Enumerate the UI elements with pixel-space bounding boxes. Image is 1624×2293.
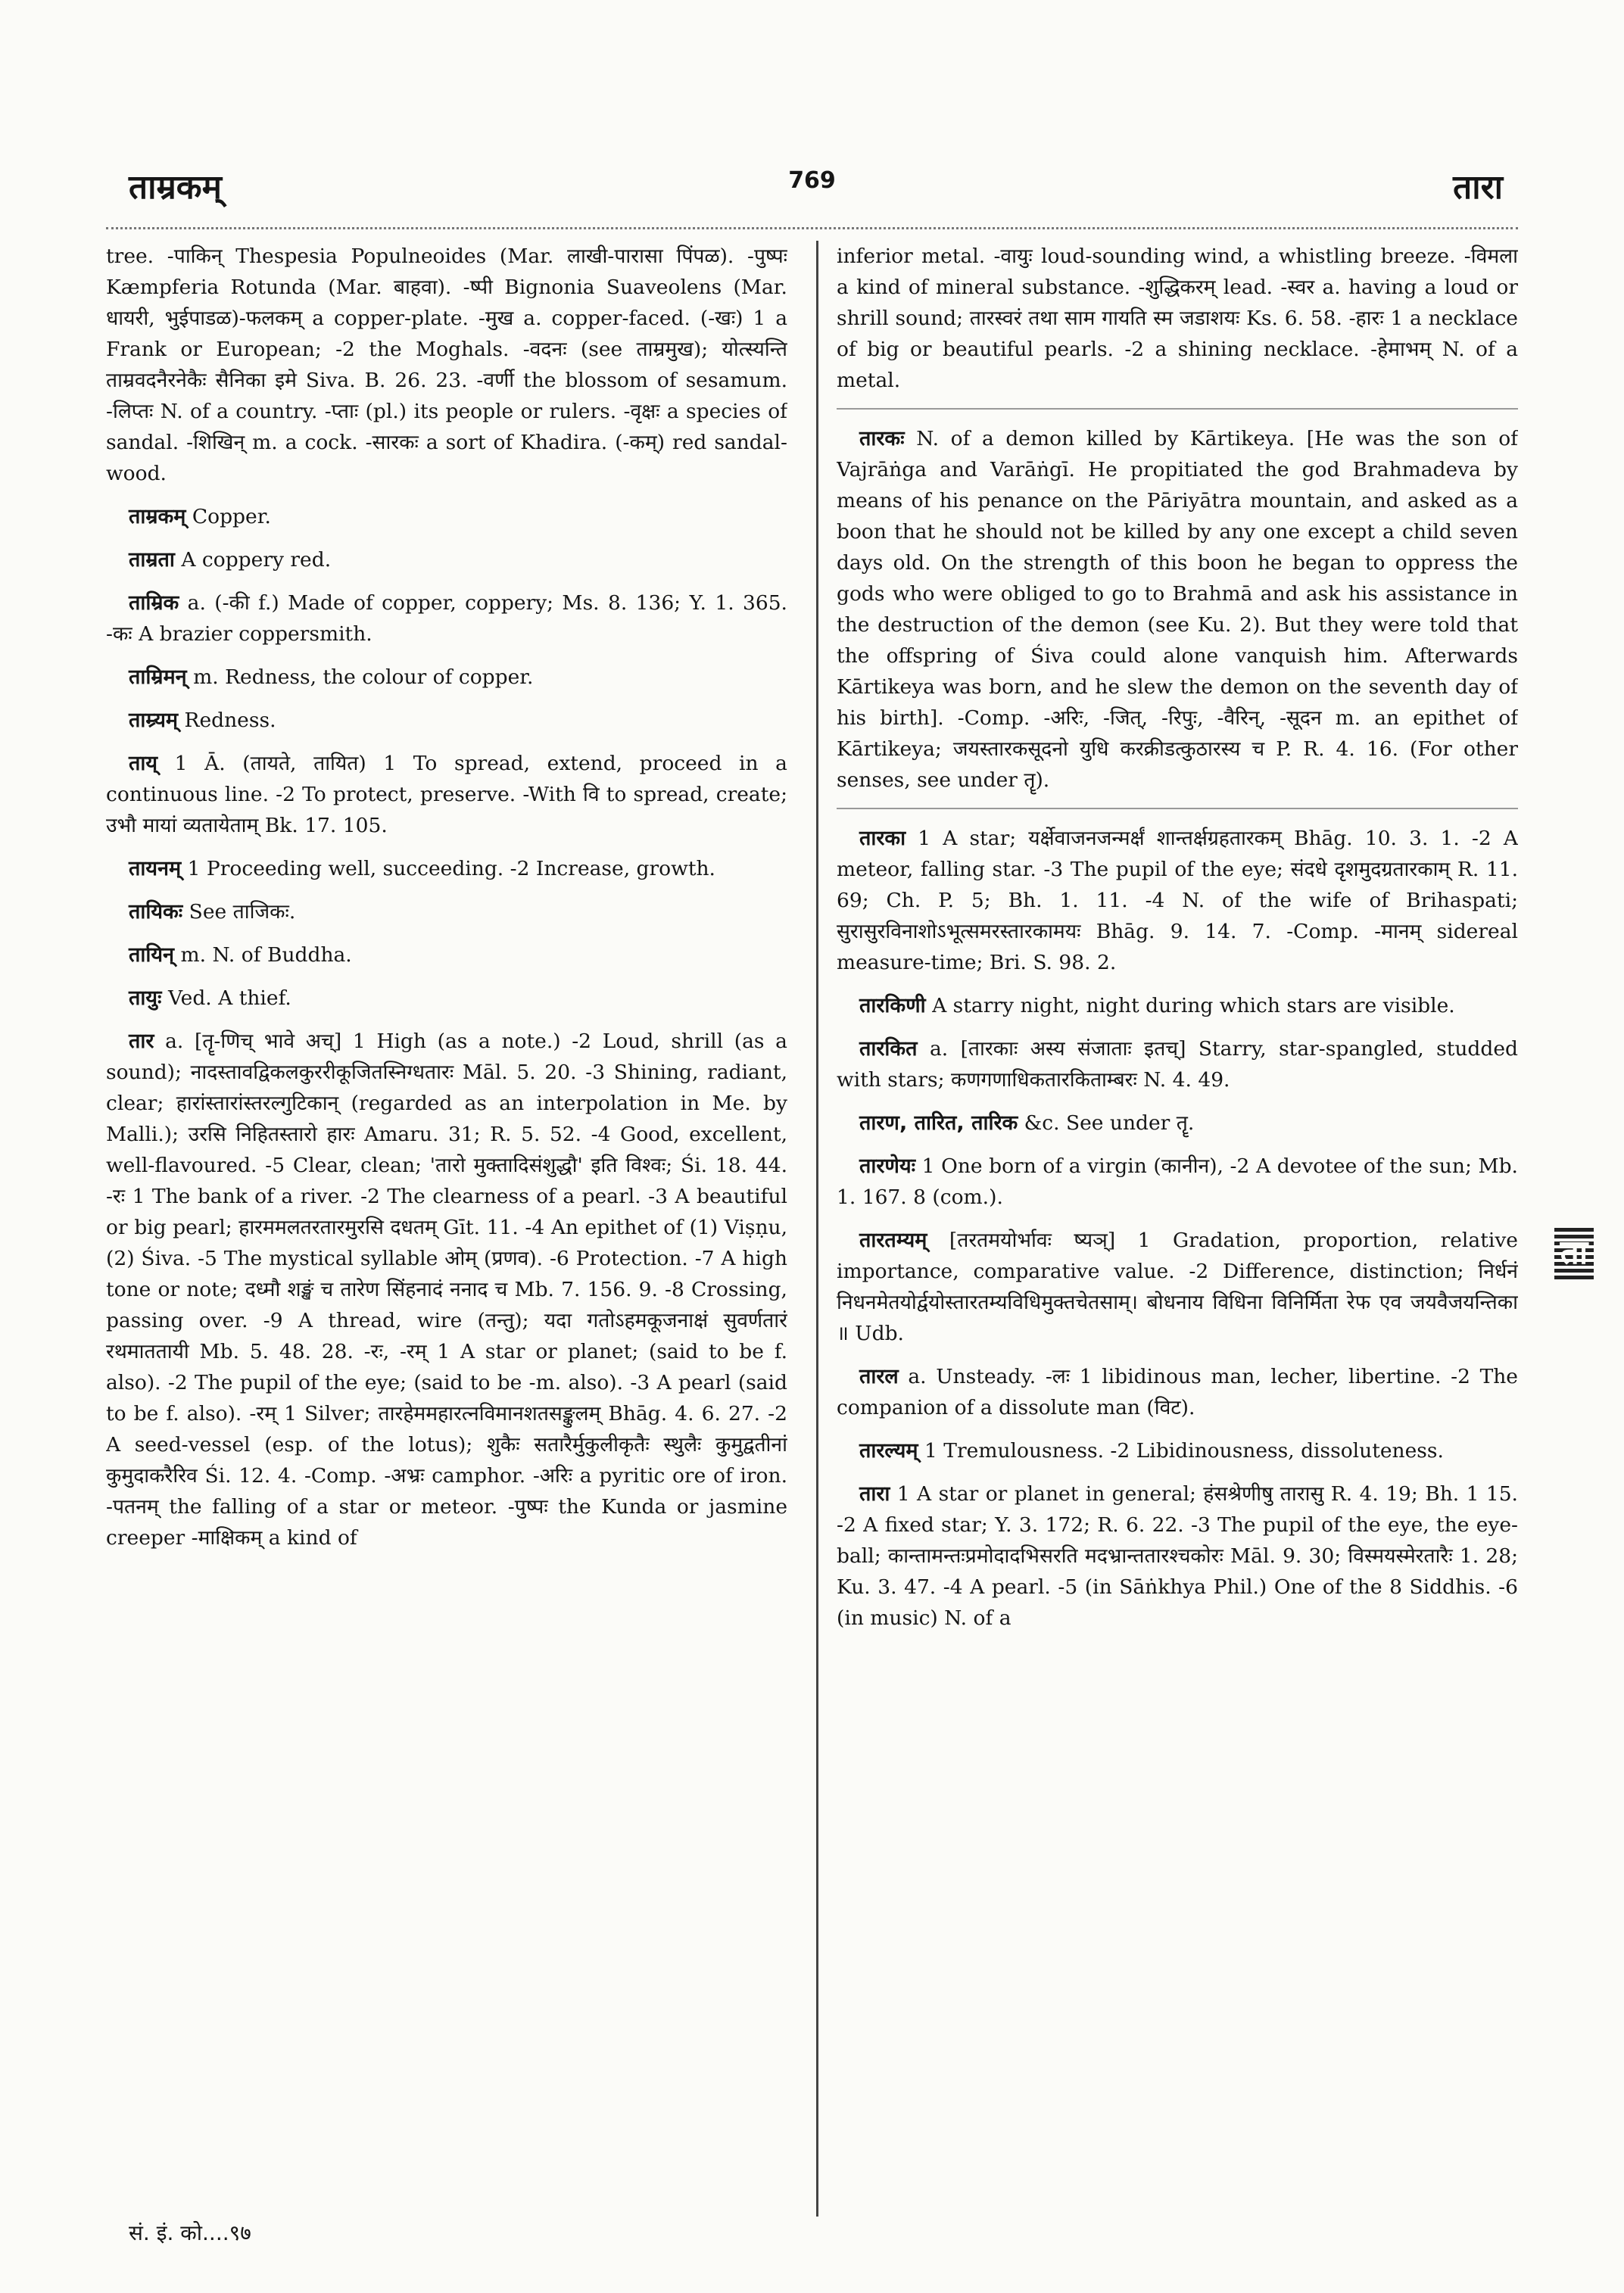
entry-headword: ताय् — [129, 752, 158, 775]
entry-text: 1 One born of a virgin (कानीन), -2 A devotee of the sun; Mb. 1. 167. 8 (com.). — [837, 1154, 1518, 1209]
left-running-headword: ताम्रकम् — [129, 168, 222, 207]
entry-text: 1 Ā. (तायते, तायित) 1 To spread, extend, proceed in a continuous line. -2 To protect, preserve. -With वि to spread, create; उभौ मायां व्यतायेताम् Bk. 17. 105. — [106, 752, 787, 837]
entry-headword: तायिन् — [129, 943, 175, 967]
entry-headword: तायुः — [129, 986, 162, 1010]
entry-text: 1 Tremulousness. -2 Libidinousness, dissoluteness. — [924, 1439, 1444, 1463]
header-rule — [106, 227, 1518, 229]
entry-headword: तारल — [859, 1365, 899, 1388]
entry-headword: तारका — [859, 827, 906, 850]
dictionary-entry — [837, 1225, 1518, 1349]
right-column — [837, 241, 1518, 2254]
dictionary-entry — [106, 939, 787, 970]
dictionary-entry — [837, 1435, 1518, 1466]
entry-headword: ताम्र्यम् — [129, 709, 179, 732]
dictionary-entry: inferior metal. -वायुः loud-sounding wind, a whistling breeze. -विमला a kind of mineral substance. -शुद्धिकरम् lead. -स्वर a. having a loud or shrill sound; तारस्वरं तथा साम गायति स्म जडाशयः Ks. 6. 58. -हारः 1 a necklace of big or beautiful pearls. -2 a shining necklace. -हेमाभम् N. of a metal. — [837, 245, 1518, 392]
entry-headword: तारणेयः — [859, 1154, 916, 1178]
entry-text: Ved. A thief. — [167, 986, 291, 1010]
page-header — [106, 163, 1518, 216]
entry-headword: तारकिणी — [859, 994, 926, 1017]
entry-text: 1 A star; यर्क्षेवाजनजन्मर्क्षं शान्तर्क्षग्रहतारकम् Bhāg. 10. 3. 1. -2 A meteor, falling star. -3 The pupil of the eye; संदधे दृशमुदग्रतारकाम् R. 11. 69; Ch. P. 5; Bh. 1. 11. -4 N. of the wife of Brihaspati; सुरासुरविनाशोऽभूत्समरस्तारकामयः Bhāg. 9. 14. 7. -Comp. -मानम् sidereal measure-time; Bri. S. 98. 2. — [837, 827, 1518, 974]
entry-text: N. of a demon killed by Kārtikeya. [He was the son of Vajrāṅga and Varāṅgī. He propitiated the god Brahmadeva by means of his penance on the Pāriyātra mountain, and asked as a boon that he should not be killed by any one except a child seven days old. On the strength of this boon he began to oppress the gods who were obliged to go to Brahmā and ask his assistance in the destruction of the demon (see Ku. 2). But they were told that the offspring of Śiva could alone vanquish him. Afterwards Kārtikeya was born, and he slew the demon on the seventh day of his birth]. -Comp. -अरिः, -जित्, -रिपुः, -वैरिन्, -सूदन m. an epithet of Kārtikeya; जयस्तारकसूदनो युधि करक्रीडत्कुठारस्य च P. R. 4. 16. (For other senses, see under तॄ). — [837, 427, 1518, 792]
entry-headword: तायनम् — [129, 857, 182, 880]
entry-text: m. Redness, the colour of copper. — [193, 665, 534, 689]
entry-text: A coppery red. — [181, 548, 332, 572]
entry-text: Copper. — [192, 505, 271, 528]
entry-text: A starry night, night during which stars are visible. — [932, 994, 1455, 1017]
entry-text: m. N. of Buddha. — [180, 943, 352, 967]
dictionary-entry — [106, 896, 787, 927]
column-divider — [816, 241, 818, 2217]
entry-headword: तारल्यम् — [859, 1439, 918, 1463]
dictionary-entry — [106, 853, 787, 884]
dictionary-entry — [106, 1026, 787, 1553]
dictionary-entry — [106, 748, 787, 841]
entry-headword: ताम्रकम् — [129, 505, 186, 528]
dictionary-entry — [837, 990, 1518, 1021]
entry-text: [तरतमयोर्भावः ष्यञ्] 1 Gradation, proportion, relative importance, comparative value. -2 Difference, distinction; निर्धनं निधनमेतयोर्द्वयोस्तारतम्यविधिमुक्तचेतसाम्। बोधनाय विधिना विनिर्मिता रेफ एव जयवैजयन्तिका ॥ Udb. — [837, 1229, 1518, 1345]
dictionary-entry — [837, 808, 1518, 978]
dictionary-entry — [106, 587, 787, 650]
entry-headword: तायिकः — [129, 900, 183, 924]
page-number: 769 — [788, 167, 836, 194]
right-running-headword: तारा — [1453, 168, 1503, 207]
dictionary-entry — [106, 983, 787, 1014]
entry-text: a. Unsteady. -लः 1 libidinous man, lecher, libertine. -2 The companion of a dissolute man (विट). — [837, 1365, 1518, 1419]
entry-text: 1 A star or planet in general; हंसश्रेणीषु तारासु R. 4. 19; Bh. 1 15. -2 A fixed star; Y. 3. 172; R. 6. 22. -3 The pupil of the eye, the eye-ball; कान्तामन्तःप्रमोदादभिसरति मदभ्रान्ततारश्चकोरः Māl. 9. 30; विस्मयस्मेरतारैः 1. 28; Ku. 3. 47. -4 A pearl. -5 (in Sāṅkhya Phil.) One of the 8 Siddhis. -6 (in music) N. of a — [837, 1482, 1518, 1630]
entry-headword: तारण, तारित, तारिक — [859, 1111, 1018, 1135]
entry-headword: तार — [129, 1030, 154, 1053]
dictionary-entry — [837, 1108, 1518, 1139]
left-column — [106, 241, 787, 2254]
dictionary-entry — [106, 705, 787, 736]
entry-text: 1 Proceeding well, succeeding. -2 Increase, growth. — [187, 857, 715, 880]
dictionary-entry — [837, 1478, 1518, 1634]
entry-text: a. (-की f.) Made of copper, coppery; Ms. 8. 136; Y. 1. 365. -कः A brazier coppersmith. — [106, 591, 787, 646]
entry-headword: ताम्रता — [129, 548, 175, 572]
dictionary-entry — [837, 408, 1518, 796]
entry-headword: तारतम्यम् — [859, 1229, 927, 1252]
dictionary-entry — [837, 1033, 1518, 1095]
entry-headword: ताम्रिमन् — [129, 665, 187, 689]
entry-text: &c. See under तॄ. — [1024, 1111, 1195, 1135]
dictionary-entry — [106, 501, 787, 532]
dictionary-entry — [837, 1151, 1518, 1213]
dictionary-entry — [106, 544, 787, 575]
dictionary-entry: tree. -पाकिन् Thespesia Populneoides (Mar. लाखी-पारासा पिंपळ). -पुष्पः Kæmpferia Rotunda (Mar. बाहवा). -ष्पी Bignonia Suaveolens (Mar. धायरी, भुईपाडळ)-फलकम् a copper-plate. -मुख a. copper-faced. (-खः) 1 a Frank or European; -2 the Moghals. -वदनः (see ताम्रमुख); योत्स्यन्ति ताम्रवदनैरनेकैः सैनिका इमे Siva. B. 26. 23. -वर्णी the blossom of sesamum. -लिप्तः N. of a country. -प्ताः (pl.) its people or rulers. -वृक्षः a species of sandal. -शिखिन् m. a cock. -सारकः a sort of Khadira. (-कम्) red sandal-wood. — [106, 245, 787, 485]
entry-text: a. [तारकाः अस्य संजाताः इतच्] Starry, star-spangled, studded with stars; कणगणाधिकतारकिताम्बरः N. 4. 49. — [837, 1037, 1518, 1092]
entry-headword: तारकित — [859, 1037, 918, 1061]
thumb-index-tab: ता — [1554, 1226, 1594, 1279]
entry-headword: तारा — [859, 1482, 890, 1506]
dictionary-entry — [106, 662, 787, 693]
entry-headword: ताम्रिक — [129, 591, 179, 615]
entry-text: See ताजिकः. — [189, 900, 296, 924]
signature-mark: सं. इं. को....९७ — [129, 2220, 251, 2245]
entry-headword: तारकः — [859, 427, 905, 450]
entry-text: a. [तॄ-णिच् भावे अच्] 1 High (as a note.) -2 Loud, shrill (as a sound); नादस्तावद्विकलकुररीकूजितस्निग्धतारः Māl. 5. 20. -3 Shining, radiant, clear; हारांस्तारांस्तरल्गुटिकान् (regarded as an interpolation in Me. by Malli.); उरसि निहितस्तारो हारः Amaru. 31; R. 5. 52. -4 Good, excellent, well-flavoured. -5 Clear, clean; 'तारो मुक्तादिसंशुद्धौ' इति विश्वः; Śi. 18. 44. -रः 1 The bank of a river. -2 The clearness of a pearl. -3 A beautiful or big pearl; हारममलतरतारमुरसि दधतम् Gīt. 11. -4 An epithet of (1) Viṣṇu, (2) Śiva. -5 The mystical syllable ओम् (प्रणव). -6 Protection. -7 A high tone or note; दध्मौ शङ्खं च तारेण सिंहनादं ननाद च Mb. 7. 156. 9. -8 Crossing, passing over. -9 A thread, wire (तन्तु); यदा गतोऽहमकूजनाक्षं सुवर्णतारं रथमाततायी Mb. 5. 48. 28. -रः, -रम् 1 A star or planet; (said to be f. also). -2 The pupil of the eye; (said to be -m. also). -3 A pearl (said to be f. also). -रम् 1 Silver; तारहेममहारत्नविमानशतसङ्कुलम् Bhāg. 4. 6. 27. -2 A seed-vessel (esp. of the lotus); शुकैः सतारैर्मुकुलीकृतैः स्थुलैः कुमुद्वतीनां कुमुदाकरैरिव Śi. 12. 4. -Comp. -अभ्रः camphor. -अरिः a pyritic ore of iron. -पतनम् the falling of a star or meteor. -पुष्पः the Kunda or jasmine creeper -माक्षिकम् a kind of — [106, 1030, 787, 1550]
dictionary-entry — [837, 1361, 1518, 1423]
entry-text: Redness. — [184, 709, 276, 732]
